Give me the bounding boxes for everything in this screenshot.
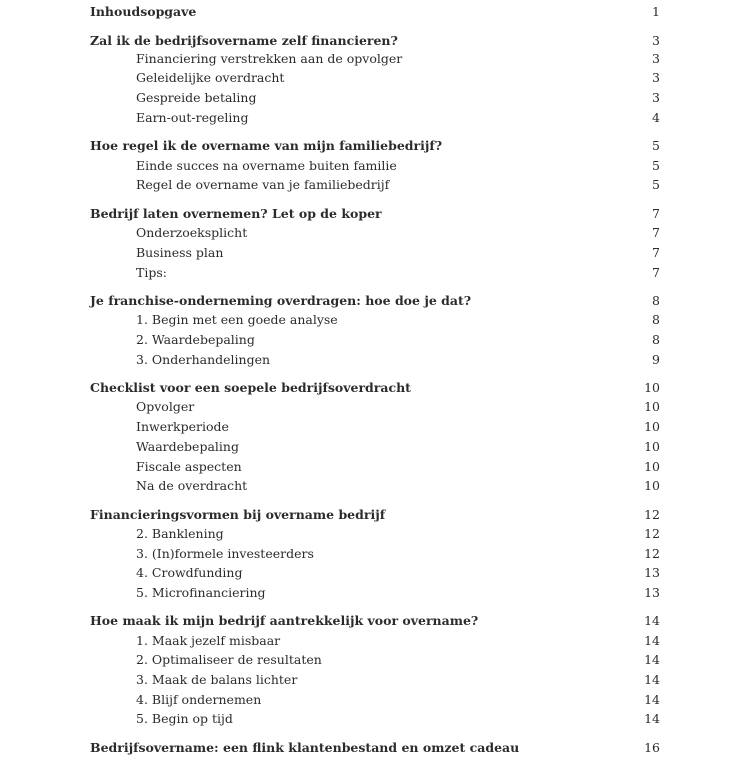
page-number: 7 — [652, 224, 660, 240]
section-title: Hoe regel ik de overname van mijn familiebedrijf? — [90, 137, 443, 153]
toc-entry[interactable] — [136, 349, 660, 369]
page-number: 14 — [644, 651, 660, 667]
page-number: 3 — [652, 50, 660, 66]
toc-entry[interactable] — [136, 543, 660, 563]
page-number: 3 — [652, 69, 660, 85]
section-title: Bedrijfsovername: een flink klantenbestand en omzet cadeau — [90, 739, 520, 755]
page-number: 16 — [644, 739, 660, 755]
entry-label: Gespreide betaling — [136, 89, 257, 105]
page-number: 14 — [644, 612, 660, 628]
page-number: 3 — [652, 32, 660, 48]
entry-label: Onderzoeksplicht — [136, 224, 248, 240]
section-heading[interactable] — [90, 290, 660, 310]
entry-label: Opvolger — [136, 398, 195, 414]
entry-label: 4. Blijf ondernemen — [136, 691, 262, 707]
page-number: 5 — [652, 176, 660, 192]
entry-label: 2. Waardebepaling — [136, 331, 255, 347]
page-number: 5 — [652, 137, 660, 153]
entry-label: Inwerkperiode — [136, 418, 229, 434]
page-number: 9 — [652, 351, 660, 367]
page-number: 12 — [644, 545, 660, 561]
entry-label: 3. Maak de balans lichter — [136, 671, 298, 687]
page-number: 10 — [644, 438, 660, 454]
entry-label: 2. Optimaliseer de resultaten — [136, 651, 322, 667]
page-number: 7 — [652, 264, 660, 280]
page-number: 7 — [652, 244, 660, 260]
entry-label: Na de overdracht — [136, 477, 248, 493]
toc-entry[interactable] — [136, 475, 660, 495]
toc-entry[interactable] — [136, 155, 660, 175]
entry-label: Fiscale aspecten — [136, 458, 242, 474]
toc-entry[interactable] — [136, 523, 660, 543]
toc-entry[interactable] — [136, 107, 660, 127]
section-heading[interactable] — [90, 135, 660, 155]
entry-label: 3. (In)formele investeerders — [136, 545, 314, 561]
toc-entry[interactable] — [136, 67, 660, 87]
section-title: Zal ik de bedrijfsovername zelf financieren? — [90, 32, 398, 48]
section-title: Hoe maak ik mijn bedrijf aantrekkelijk voor overname? — [90, 612, 479, 628]
entry-label: Geleidelijke overdracht — [136, 69, 285, 85]
page-number: 13 — [644, 564, 660, 580]
page-number: 12 — [644, 506, 660, 522]
entry-label: Financiering verstrekken aan de opvolger — [136, 50, 403, 66]
section-heading[interactable] — [90, 377, 660, 397]
page-number: 10 — [644, 398, 660, 414]
toc-entry[interactable] — [136, 396, 660, 416]
entry-label: Earn-out-regeling — [136, 109, 249, 125]
section-title: Financieringsvormen bij overname bedrijf — [90, 506, 386, 522]
entry-label: 4. Crowdfunding — [136, 564, 243, 580]
toc-entry[interactable] — [136, 222, 660, 242]
page-number: 13 — [644, 584, 660, 600]
toc-entry[interactable] — [136, 708, 660, 728]
page-number: 12 — [644, 525, 660, 541]
entry-label: 3. Onderhandelingen — [136, 351, 271, 367]
entry-label: 1. Begin met een goede analyse — [136, 311, 338, 327]
section-heading[interactable] — [90, 610, 660, 630]
toc-entry[interactable] — [136, 669, 660, 689]
toc-entry[interactable] — [136, 87, 660, 107]
toc-entry[interactable] — [136, 242, 660, 262]
toc-title: Inhoudsopgave — [90, 3, 197, 19]
section-heading[interactable] — [90, 504, 660, 524]
toc-title-row[interactable] — [90, 1, 660, 21]
page-number: 8 — [652, 311, 660, 327]
section-heading[interactable] — [90, 30, 660, 50]
page-number: 7 — [652, 205, 660, 221]
page-number: 8 — [652, 292, 660, 308]
entry-label: 5. Begin op tijd — [136, 710, 233, 726]
toc-entry[interactable] — [136, 456, 660, 476]
entry-label: 5. Microfinanciering — [136, 584, 266, 600]
section-heading[interactable] — [90, 737, 660, 757]
section-title: Bedrijf laten overnemen? Let op de koper — [90, 205, 382, 221]
section-title: Checklist voor een soepele bedrijfsoverdracht — [90, 379, 411, 395]
entry-label: Tips: — [136, 264, 167, 280]
toc-entry[interactable] — [136, 48, 660, 68]
toc-entry[interactable] — [136, 649, 660, 669]
page-number: 10 — [644, 458, 660, 474]
page-number: 10 — [644, 418, 660, 434]
toc-entry[interactable] — [136, 630, 660, 650]
entry-label: Einde succes na overname buiten familie — [136, 157, 397, 173]
page-number: 14 — [644, 691, 660, 707]
page-number: 10 — [644, 477, 660, 493]
toc-entry[interactable] — [136, 309, 660, 329]
toc-entry[interactable] — [136, 582, 660, 602]
page-number: 14 — [644, 632, 660, 648]
page-number: 4 — [652, 109, 660, 125]
page-number: 3 — [652, 89, 660, 105]
page-number: 1 — [652, 3, 660, 19]
section-heading[interactable] — [90, 203, 660, 223]
entry-label: 1. Maak jezelf misbaar — [136, 632, 281, 648]
entry-label: Business plan — [136, 244, 224, 260]
entry-label: 2. Banklening — [136, 525, 224, 541]
toc-entry[interactable] — [136, 174, 660, 194]
section-title: Je franchise-onderneming overdragen: hoe doe je dat? — [90, 292, 472, 308]
page-number: 5 — [652, 157, 660, 173]
toc-entry[interactable] — [136, 436, 660, 456]
page-number: 8 — [652, 331, 660, 347]
toc-entry[interactable] — [136, 416, 660, 436]
page-number: 10 — [644, 379, 660, 395]
toc-entry[interactable] — [136, 562, 660, 582]
entry-label: Waardebepaling — [136, 438, 239, 454]
toc-entry[interactable] — [136, 262, 660, 282]
page-number: 14 — [644, 710, 660, 726]
toc-entry[interactable] — [136, 329, 660, 349]
page-number: 14 — [644, 671, 660, 687]
toc-entry[interactable] — [136, 689, 660, 709]
entry-label: Regel de overname van je familiebedrijf — [136, 176, 390, 192]
